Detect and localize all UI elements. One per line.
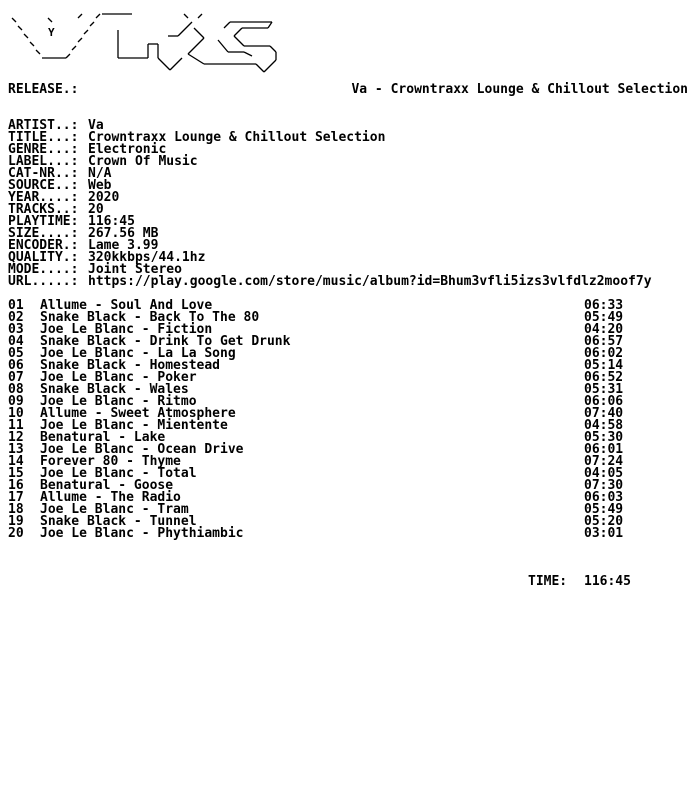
track-duration: 06:03: [584, 490, 624, 505]
info-value: Crowntraxx Lounge & Chillout Selection: [88, 130, 386, 145]
track-number: 02: [8, 310, 24, 325]
track-number: 20: [8, 526, 24, 541]
info-value: Va: [88, 118, 104, 133]
track-number: 04: [8, 334, 24, 349]
info-key: ENCODER.:: [8, 238, 79, 253]
svg-text:Y: Y: [48, 26, 55, 39]
track-duration: 05:14: [584, 358, 624, 373]
info-key: TRACKS..:: [8, 202, 79, 217]
info-value: Joint Stereo: [88, 262, 182, 277]
track-title: Joe Le Blanc - Total: [40, 466, 197, 481]
track-number: 01: [8, 298, 24, 313]
track-duration: 05:20: [584, 514, 624, 529]
track-title: Joe Le Blanc - Phythiambic: [40, 526, 244, 541]
info-key: MODE....:: [8, 262, 79, 277]
info-value: 267.56 MB: [88, 226, 159, 241]
release-value: Va - Crowntraxx Lounge & Chillout Selection: [351, 82, 688, 97]
info-value: Electronic: [88, 142, 167, 157]
track-row: [8, 528, 688, 540]
info-key: GENRE...:: [8, 142, 79, 157]
info-key: URL.....:: [8, 274, 79, 289]
track-duration: 06:57: [584, 334, 624, 349]
track-number: 09: [8, 394, 24, 409]
track-title: Joe Le Blanc - Tram: [40, 502, 189, 517]
track-title: Joe Le Blanc - Poker: [40, 370, 197, 385]
track-number: 16: [8, 478, 24, 493]
info-key: YEAR....:: [8, 190, 79, 205]
track-title: Benatural - Goose: [40, 478, 174, 493]
track-duration: 05:31: [584, 382, 624, 397]
track-duration: 05:30: [584, 430, 624, 445]
track-duration: 05:49: [584, 310, 624, 325]
track-duration: 04:05: [584, 466, 624, 481]
info-key: ARTIST..:: [8, 118, 79, 133]
track-duration: 06:33: [584, 298, 624, 313]
info-value: Lame 3.99: [88, 238, 159, 253]
track-title: Joe Le Blanc - Fiction: [40, 322, 213, 337]
track-number: 10: [8, 406, 24, 421]
track-number: 07: [8, 370, 24, 385]
track-number: 17: [8, 490, 24, 505]
track-number: 08: [8, 382, 24, 397]
track-title: Joe Le Blanc - Ritmo: [40, 394, 197, 409]
info-row: [8, 276, 688, 288]
track-duration: 05:49: [584, 502, 624, 517]
track-title: Snake Black - Wales: [40, 382, 189, 397]
track-title: Allume - Soul And Love: [40, 298, 213, 313]
track-duration: 06:01: [584, 442, 624, 457]
info-value: 20: [88, 202, 104, 217]
release-info: [8, 120, 688, 288]
info-key: QUALITY.:: [8, 250, 79, 265]
info-value: 2020: [88, 190, 120, 205]
total-time: [528, 576, 631, 588]
track-duration: 07:40: [584, 406, 624, 421]
track-number: 11: [8, 418, 24, 433]
total-time-label: TIME:: [528, 574, 568, 589]
track-title: Benatural - Lake: [40, 430, 166, 445]
release-line: [8, 84, 688, 96]
track-title: Joe Le Blanc - Ocean Drive: [40, 442, 244, 457]
vgs-logo: [8, 8, 278, 74]
track-title: Snake Black - Drink To Get Drunk: [40, 334, 291, 349]
track-title: Snake Black - Homestead: [40, 358, 221, 373]
track-duration: 04:58: [584, 418, 624, 433]
track-title: Snake Black - Tunnel: [40, 514, 197, 529]
track-number: 14: [8, 454, 24, 469]
info-value: 116:45: [88, 214, 135, 229]
info-key: LABEL...:: [8, 154, 79, 169]
info-value: 320kkbps/44.1hz: [88, 250, 206, 265]
track-number: 12: [8, 430, 24, 445]
track-duration: 04:20: [584, 322, 624, 337]
info-key: TITLE...:: [8, 130, 79, 145]
info-key: PLAYTIME:: [8, 214, 79, 229]
track-duration: 06:52: [584, 370, 624, 385]
track-duration: 06:06: [584, 394, 624, 409]
track-title: Snake Black - Back To The 80: [40, 310, 260, 325]
info-row: [8, 192, 688, 204]
track-duration: 07:30: [584, 478, 624, 493]
info-key: SOURCE..:: [8, 178, 79, 193]
track-number: 06: [8, 358, 24, 373]
track-title: Joe Le Blanc - La La Song: [40, 346, 236, 361]
track-title: Allume - The Radio: [40, 490, 181, 505]
track-number: 18: [8, 502, 24, 517]
track-title: Joe Le Blanc - Mientente: [40, 418, 228, 433]
info-url: https://play.google.com/store/music/album?id=Bhum3vfli5izs3vlfdlz2moof7y: [88, 274, 652, 289]
info-value: Crown Of Music: [88, 154, 198, 169]
track-duration: 07:24: [584, 454, 624, 469]
release-label: RELEASE.:: [8, 82, 79, 97]
track-number: 05: [8, 346, 24, 361]
track-number: 13: [8, 442, 24, 457]
info-key: SIZE....:: [8, 226, 79, 241]
info-key: CAT-NR..:: [8, 166, 79, 181]
tracklist: [8, 300, 688, 540]
track-title: Allume - Sweet Atmosphere: [40, 406, 236, 421]
track-title: Forever 80 - Thyme: [40, 454, 181, 469]
total-time-value: 116:45: [584, 574, 631, 589]
track-number: 15: [8, 466, 24, 481]
track-number: 19: [8, 514, 24, 529]
track-number: 03: [8, 322, 24, 337]
info-value: N/A: [88, 166, 112, 181]
track-duration: 06:02: [584, 346, 624, 361]
info-value: Web: [88, 178, 112, 193]
track-duration: 03:01: [584, 526, 624, 541]
